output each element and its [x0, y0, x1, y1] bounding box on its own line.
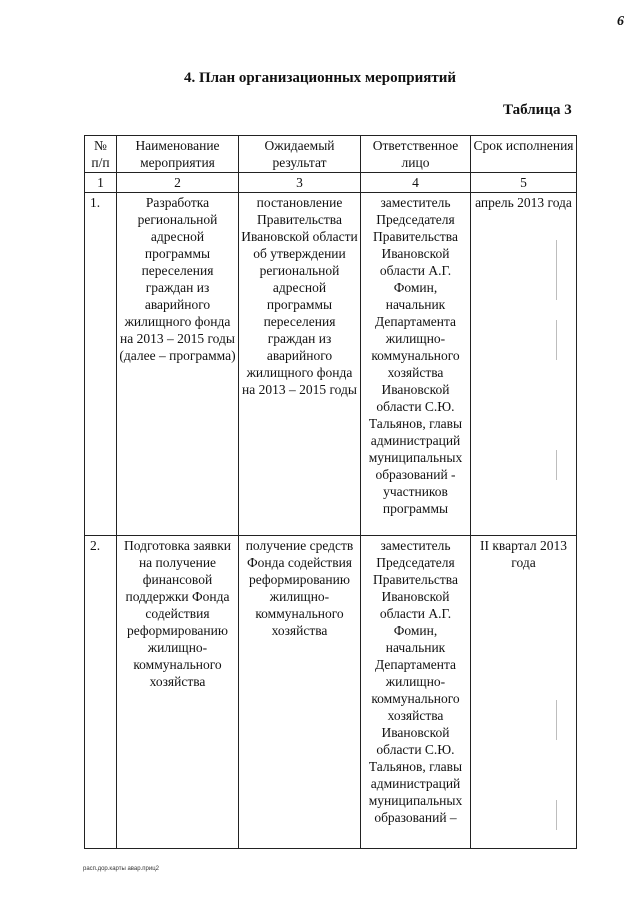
- row-name: Разработка региональной адресной программы переселения граждан из аварийного жилищного фонда на 2013 – 2015 годы (далее – программа): [117, 193, 239, 536]
- row-responsible: заместитель Председателя Правительства Ивановской области А.Г. Фомин, начальник Департамента жилищно-коммунального хозяйства Ивановской области С.Ю. Тальянов, главы администраций муниципальных образований –: [361, 536, 471, 849]
- row-number: 1.: [85, 193, 117, 536]
- header-name: Наименование мероприятия: [117, 136, 239, 173]
- scan-artifact: [556, 450, 557, 480]
- column-index: 5: [471, 173, 577, 193]
- section-title: 4. План организационных мероприятий: [183, 70, 457, 86]
- plan-table: [84, 135, 577, 849]
- footer-file-code: расп.дор.карты авар.приц2: [83, 866, 159, 872]
- row-responsible: заместитель Председателя Правительства Ивановской области А.Г. Фомин, начальник Департамента жилищно-коммунального хозяйства Ивановской области С.Ю. Тальянов, главы администраций муниципальных образований - участников программы: [361, 193, 471, 536]
- row-result: получение средств Фонда содействия реформированию жилищно-коммунального хозяйства: [239, 536, 361, 849]
- scan-artifact: [556, 320, 557, 360]
- table-header-row: [85, 136, 577, 173]
- header-responsible: Ответственное лицо: [361, 136, 471, 173]
- row-deadline: апрель 2013 года: [471, 193, 577, 536]
- header-result: Ожидаемый результат: [239, 136, 361, 173]
- column-index: 4: [361, 173, 471, 193]
- scan-artifact: [556, 700, 557, 740]
- table-row: [85, 193, 577, 536]
- column-index: 2: [117, 173, 239, 193]
- column-index: 3: [239, 173, 361, 193]
- column-index-row: [85, 173, 577, 193]
- page-number: 6: [617, 14, 624, 29]
- row-name: Подготовка заявки на получение финансовой поддержки Фонда содействия реформированию жилищно-коммунального хозяйства: [117, 536, 239, 849]
- scan-artifact: [556, 800, 557, 830]
- table-label: Таблица 3: [503, 102, 572, 118]
- header-deadline: Срок исполнения: [471, 136, 577, 173]
- scan-artifact: [556, 240, 557, 300]
- column-index: 1: [85, 173, 117, 193]
- row-number: 2.: [85, 536, 117, 849]
- header-number: № п/п: [85, 136, 117, 173]
- table-row: [85, 536, 577, 849]
- row-result: постановление Правительства Ивановской области об утверждении региональной адресной программы переселения граждан из аварийного жилищного фонда на 2013 – 2015 годы: [239, 193, 361, 536]
- row-deadline: II квартал 2013 года: [471, 536, 577, 849]
